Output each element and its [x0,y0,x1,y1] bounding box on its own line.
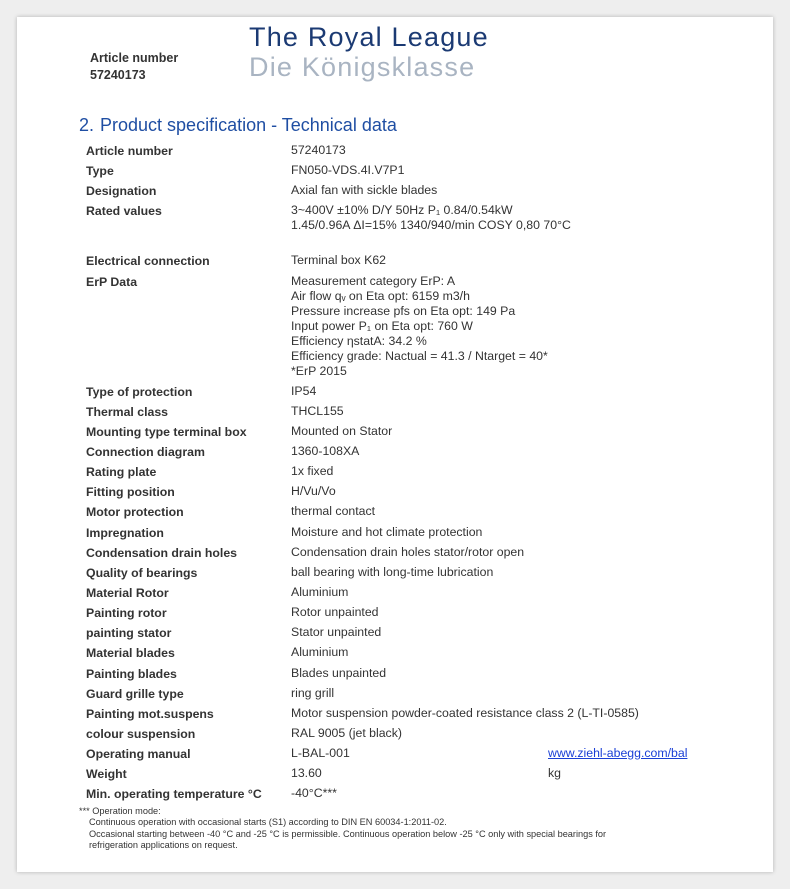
spec-row [86,481,726,501]
spec-value: Blades unpainted [291,665,387,680]
spec-value: Aluminium [291,584,349,599]
spec-value: thermal contact [291,504,376,519]
spec-row [86,763,726,783]
spec-label: Painting blades [86,666,177,681]
spec-value: Stator unpainted [291,625,382,640]
spec-value: THCL155 [291,403,344,418]
spec-label: Weight [86,767,127,782]
spec-row [86,461,726,481]
spec-value: Terminal box K62 [291,253,387,268]
spec-row [86,522,726,542]
spec-row [86,381,726,401]
spec-label: Fitting position [86,485,175,500]
spec-value: H/Vu/Vo [291,484,336,499]
spec-value: 1360-108XA [291,443,360,458]
spec-label: colour suspension [86,726,196,741]
spec-value: Moisture and hot climate protection [291,524,483,539]
footnote-line: refrigeration applications on request. [89,839,238,850]
spec-value: Aluminium [291,645,349,660]
spec-value: 1x fixed [291,464,334,479]
spec-label: Electrical connection [86,254,210,269]
footnote-line: *** Operation mode: [79,806,161,816]
erp-line: Efficiency ηstatA: 34.2 % [291,333,427,348]
article-number-label: Article number [90,51,179,65]
rated-values-line: 1.45/0.96A ΔI=15% 1340/940/min COSY 0,80 70°C [291,218,571,233]
erp-line: Pressure increase pfs on Eta opt: 149 Pa [291,303,516,318]
spec-row [86,683,726,703]
weight-unit: kg [548,766,561,781]
spec-table [86,140,726,804]
spec-value: -40°C*** [291,786,337,801]
brand-logo [249,22,489,82]
spec-label: Condensation drain holes [86,545,237,560]
spec-row [86,743,726,763]
spec-label: Rating plate [86,465,157,480]
spec-row [86,582,726,602]
section-title [79,115,397,136]
spec-row [86,783,726,803]
spec-row [86,602,726,622]
spec-row [86,703,726,723]
spec-row [86,180,726,200]
footnote-line: Occasional starting between -40 °C and -25 °C is permissible. Continuous operation below -25 °C only with special bearings for [89,828,607,839]
footnote-line: Continuous operation with occasional starts (S1) according to DIN EN 60034-1:2011-02. [89,817,447,828]
spec-row [86,501,726,521]
spec-value [291,274,548,379]
spec-row [86,642,726,662]
erp-line: *ErP 2015 [291,363,347,378]
spec-value: 13.60 [291,766,322,781]
spec-label: Rated values [86,204,162,219]
spec-value [291,203,571,233]
spec-row [86,723,726,743]
spec-label: ErP Data [86,274,138,289]
spec-value: RAL 9005 (jet black) [291,725,402,740]
erp-line: Air flow qᵥ on Eta opt: 6159 m3/h [291,288,470,303]
spec-row [86,421,726,441]
spec-value: ball bearing with long-time lubrication [291,564,494,579]
spec-value: Rotor unpainted [291,605,379,620]
spec-row [86,160,726,180]
spec-value: Condensation drain holes stator/rotor open [291,544,525,559]
erp-line: Input power P₁ on Eta opt: 760 W [291,318,473,333]
spec-value: FN050-VDS.4I.V7P1 [291,163,405,178]
spec-label: Type [86,164,114,179]
spec-value: L-BAL-001 [291,746,350,761]
footnote [79,806,606,851]
erp-line: Measurement category ErP: A [291,273,456,288]
brand-line-2: Die Königsklasse [249,52,476,82]
spec-label: Thermal class [86,404,169,419]
spec-label: Designation [86,184,157,199]
spec-row [86,562,726,582]
spec-label: painting stator [86,626,172,641]
spec-label: Mounting type terminal box [86,424,247,439]
spec-value: IP54 [291,383,317,398]
spec-value: Motor suspension powder-coated resistance class 2 (L-TI-0585) [291,705,639,720]
spec-row [86,271,726,381]
spec-label: Operating manual [86,747,191,762]
spec-row [86,200,726,250]
article-number-value: 57240173 [90,68,146,82]
spec-label: Connection diagram [86,444,205,459]
spec-row [86,622,726,642]
spec-label: Painting mot.suspens [86,706,214,721]
spec-label: Article number [86,144,173,158]
spec-label: Type of protection [86,384,193,399]
spec-label: Min. operating temperature °C [86,787,262,802]
spec-row [86,250,726,270]
spec-label: Quality of bearings [86,565,198,580]
document-page [17,17,773,872]
article-header [90,50,178,84]
spec-row [86,663,726,683]
section-number: 2. [79,115,95,135]
spec-row [86,401,726,421]
spec-value: Axial fan with sickle blades [291,183,438,198]
spec-label: Impregnation [86,525,164,540]
spec-label: Material Rotor [86,585,169,600]
operating-manual-link[interactable]: www.ziehl-abegg.com/bal [548,746,688,761]
spec-value: ring grill [291,685,335,700]
spec-value: Mounted on Stator [291,423,393,438]
spec-label: Guard grille type [86,686,184,701]
spec-row [86,542,726,562]
erp-line: Efficiency grade: Nactual = 41.3 / Ntarget = 40* [291,348,548,363]
rated-values-line: 3~400V ±10% D/Y 50Hz P₁ 0.84/0.54kW [291,203,513,218]
spec-value: 57240173 [291,143,346,157]
spec-row [86,441,726,461]
section-heading: Product specification - Technical data [100,115,397,135]
spec-label: Motor protection [86,505,184,520]
spec-row [86,140,726,160]
spec-label: Painting rotor [86,606,167,621]
spec-label: Material blades [86,646,175,661]
brand-line-1: The Royal League [249,22,489,52]
